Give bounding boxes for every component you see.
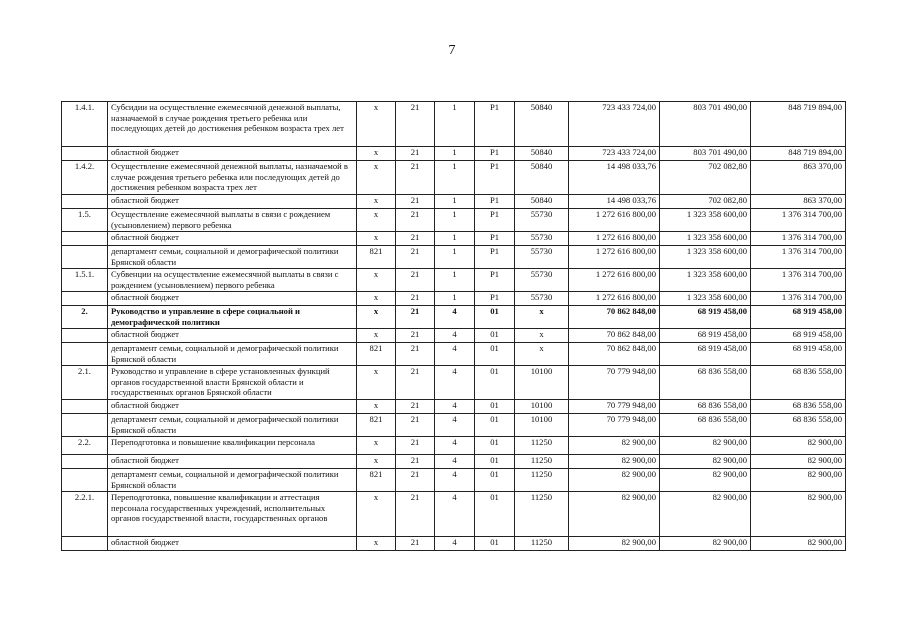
cell-code-1: х bbox=[357, 195, 396, 209]
cell-code-2: 21 bbox=[396, 269, 435, 292]
cell-code-4: P1 bbox=[475, 232, 515, 246]
cell-number: 2. bbox=[62, 306, 108, 329]
cell-amount-3: 68 919 458,00 bbox=[751, 306, 846, 329]
cell-code-2: 21 bbox=[396, 232, 435, 246]
cell-amount-3: 68 919 458,00 bbox=[751, 329, 846, 343]
cell-amount-3: 1 376 314 700,00 bbox=[751, 269, 846, 292]
cell-amount-3: 68 836 558,00 bbox=[751, 414, 846, 437]
cell-code-3: 4 bbox=[435, 437, 475, 455]
cell-name: областной бюджет bbox=[108, 147, 357, 161]
cell-code-3: 4 bbox=[435, 455, 475, 469]
cell-code-3: 4 bbox=[435, 366, 475, 400]
cell-number bbox=[62, 469, 108, 492]
cell-code-5: 50840 bbox=[515, 102, 569, 147]
cell-amount-1: 82 900,00 bbox=[569, 437, 660, 455]
cell-code-2: 21 bbox=[396, 537, 435, 551]
cell-code-4: P1 bbox=[475, 195, 515, 209]
cell-amount-1: 82 900,00 bbox=[569, 537, 660, 551]
cell-amount-1: 1 272 616 800,00 bbox=[569, 209, 660, 232]
cell-code-4: P1 bbox=[475, 292, 515, 306]
cell-amount-1: 70 862 848,00 bbox=[569, 329, 660, 343]
cell-code-1: х bbox=[357, 292, 396, 306]
cell-code-1: 821 bbox=[357, 414, 396, 437]
cell-code-5: 55730 bbox=[515, 246, 569, 269]
cell-amount-2: 702 082,80 bbox=[660, 195, 751, 209]
cell-amount-3: 68 919 458,00 bbox=[751, 343, 846, 366]
cell-code-4: 01 bbox=[475, 400, 515, 414]
cell-amount-3: 863 370,00 bbox=[751, 195, 846, 209]
cell-amount-2: 68 836 558,00 bbox=[660, 400, 751, 414]
cell-code-5: 55730 bbox=[515, 232, 569, 246]
cell-code-5: 10100 bbox=[515, 366, 569, 400]
cell-code-3: 1 bbox=[435, 209, 475, 232]
budget-table bbox=[61, 101, 846, 551]
cell-code-2: 21 bbox=[396, 400, 435, 414]
cell-amount-3: 68 836 558,00 bbox=[751, 366, 846, 400]
cell-number: 1.5. bbox=[62, 209, 108, 232]
table-row bbox=[62, 343, 846, 366]
cell-amount-2: 68 836 558,00 bbox=[660, 366, 751, 400]
cell-name: департамент семьи, социальной и демографической политики Брянской области bbox=[108, 414, 357, 437]
cell-amount-2: 1 323 358 600,00 bbox=[660, 292, 751, 306]
cell-amount-1: 82 900,00 bbox=[569, 492, 660, 537]
cell-amount-2: 82 900,00 bbox=[660, 437, 751, 455]
cell-amount-1: 70 779 948,00 bbox=[569, 366, 660, 400]
cell-number bbox=[62, 292, 108, 306]
cell-name: Руководство и управление в сфере установленных функций органов государственной власти Брянской области и государственных органов Брянской области bbox=[108, 366, 357, 400]
cell-number: 2.2.1. bbox=[62, 492, 108, 537]
cell-code-2: 21 bbox=[396, 343, 435, 366]
cell-code-4: P1 bbox=[475, 102, 515, 147]
table-row bbox=[62, 232, 846, 246]
cell-code-3: 1 bbox=[435, 161, 475, 195]
cell-code-3: 1 bbox=[435, 246, 475, 269]
cell-name: Осуществление ежемесячной выплаты в связи с рождением (усыновлением) первого ребенка bbox=[108, 209, 357, 232]
table-row bbox=[62, 306, 846, 329]
cell-code-2: 21 bbox=[396, 161, 435, 195]
cell-name: Осуществление ежемесячной денежной выплаты, назначаемой в случае рождения третьего ребенка или последующих детей до достижения ребенком возраста трех лет bbox=[108, 161, 357, 195]
cell-number bbox=[62, 455, 108, 469]
cell-amount-1: 82 900,00 bbox=[569, 469, 660, 492]
cell-amount-3: 82 900,00 bbox=[751, 469, 846, 492]
cell-code-1: х bbox=[357, 492, 396, 537]
cell-code-1: х bbox=[357, 455, 396, 469]
cell-amount-1: 70 862 848,00 bbox=[569, 306, 660, 329]
cell-amount-2: 68 919 458,00 bbox=[660, 329, 751, 343]
budget-table-body bbox=[62, 102, 846, 551]
cell-code-3: 1 bbox=[435, 195, 475, 209]
cell-code-5: 11250 bbox=[515, 455, 569, 469]
cell-number bbox=[62, 343, 108, 366]
cell-amount-3: 1 376 314 700,00 bbox=[751, 246, 846, 269]
cell-amount-2: 803 701 490,00 bbox=[660, 147, 751, 161]
cell-name: областной бюджет bbox=[108, 400, 357, 414]
cell-number bbox=[62, 246, 108, 269]
cell-amount-3: 82 900,00 bbox=[751, 492, 846, 537]
cell-code-5: 55730 bbox=[515, 292, 569, 306]
cell-code-1: х bbox=[357, 269, 396, 292]
cell-amount-2: 1 323 358 600,00 bbox=[660, 246, 751, 269]
cell-code-5: 10100 bbox=[515, 400, 569, 414]
cell-code-3: 1 bbox=[435, 292, 475, 306]
cell-code-2: 21 bbox=[396, 209, 435, 232]
table-row bbox=[62, 147, 846, 161]
cell-code-4: 01 bbox=[475, 437, 515, 455]
page-number: 7 bbox=[448, 43, 456, 58]
cell-amount-3: 848 719 894,00 bbox=[751, 147, 846, 161]
cell-amount-1: 1 272 616 800,00 bbox=[569, 232, 660, 246]
table-row bbox=[62, 437, 846, 455]
cell-code-1: 821 bbox=[357, 246, 396, 269]
cell-code-4: P1 bbox=[475, 246, 515, 269]
cell-code-2: 21 bbox=[396, 195, 435, 209]
cell-number: 2.2. bbox=[62, 437, 108, 455]
cell-code-1: х bbox=[357, 147, 396, 161]
cell-name: Руководство и управление в сфере социальной и демографической политики bbox=[108, 306, 357, 329]
cell-code-2: 21 bbox=[396, 366, 435, 400]
cell-code-4: 01 bbox=[475, 537, 515, 551]
cell-code-5: 11250 bbox=[515, 537, 569, 551]
table-row bbox=[62, 469, 846, 492]
cell-code-1: х bbox=[357, 366, 396, 400]
table-row bbox=[62, 292, 846, 306]
cell-name: департамент семьи, социальной и демографической политики Брянской области bbox=[108, 343, 357, 366]
cell-amount-3: 863 370,00 bbox=[751, 161, 846, 195]
cell-amount-3: 1 376 314 700,00 bbox=[751, 232, 846, 246]
cell-amount-2: 68 836 558,00 bbox=[660, 414, 751, 437]
cell-code-4: 01 bbox=[475, 343, 515, 366]
cell-code-3: 4 bbox=[435, 343, 475, 366]
cell-name: областной бюджет bbox=[108, 232, 357, 246]
cell-code-4: 01 bbox=[475, 469, 515, 492]
cell-code-1: 821 bbox=[357, 343, 396, 366]
cell-code-2: 21 bbox=[396, 492, 435, 537]
cell-code-5: 50840 bbox=[515, 195, 569, 209]
cell-name: областной бюджет bbox=[108, 537, 357, 551]
cell-amount-1: 70 862 848,00 bbox=[569, 343, 660, 366]
cell-code-2: 21 bbox=[396, 306, 435, 329]
cell-code-1: 821 bbox=[357, 469, 396, 492]
cell-name: Переподготовка, повышение квалификации и аттестация персонала государственных учреждений, исполнительных органов государственной власти, государственных органов bbox=[108, 492, 357, 537]
cell-code-3: 1 bbox=[435, 147, 475, 161]
cell-code-1: х bbox=[357, 161, 396, 195]
cell-code-2: 21 bbox=[396, 246, 435, 269]
cell-code-2: 21 bbox=[396, 292, 435, 306]
cell-amount-3: 1 376 314 700,00 bbox=[751, 209, 846, 232]
cell-code-5: 55730 bbox=[515, 269, 569, 292]
cell-amount-2: 68 919 458,00 bbox=[660, 306, 751, 329]
cell-name: областной бюджет bbox=[108, 292, 357, 306]
cell-code-5: х bbox=[515, 343, 569, 366]
cell-code-3: 4 bbox=[435, 469, 475, 492]
cell-code-5: 11250 bbox=[515, 469, 569, 492]
table-row bbox=[62, 246, 846, 269]
table-row bbox=[62, 209, 846, 232]
cell-code-3: 4 bbox=[435, 414, 475, 437]
table-row bbox=[62, 102, 846, 147]
cell-code-2: 21 bbox=[396, 102, 435, 147]
cell-amount-1: 14 498 033,76 bbox=[569, 195, 660, 209]
cell-number: 1.5.1. bbox=[62, 269, 108, 292]
cell-name: департамент семьи, социальной и демографической политики Брянской области bbox=[108, 246, 357, 269]
cell-code-1: х bbox=[357, 329, 396, 343]
cell-code-5: 11250 bbox=[515, 492, 569, 537]
cell-number bbox=[62, 195, 108, 209]
cell-amount-2: 82 900,00 bbox=[660, 469, 751, 492]
cell-code-5: х bbox=[515, 329, 569, 343]
table-row bbox=[62, 537, 846, 551]
cell-code-4: 01 bbox=[475, 306, 515, 329]
cell-number: 1.4.1. bbox=[62, 102, 108, 147]
cell-code-4: 01 bbox=[475, 492, 515, 537]
table-row bbox=[62, 269, 846, 292]
cell-code-2: 21 bbox=[396, 329, 435, 343]
cell-code-3: 4 bbox=[435, 400, 475, 414]
cell-code-3: 4 bbox=[435, 329, 475, 343]
cell-amount-3: 82 900,00 bbox=[751, 437, 846, 455]
cell-code-1: х bbox=[357, 537, 396, 551]
table-row bbox=[62, 366, 846, 400]
cell-name: департамент семьи, социальной и демографической политики Брянской области bbox=[108, 469, 357, 492]
cell-code-1: х bbox=[357, 102, 396, 147]
cell-amount-1: 1 272 616 800,00 bbox=[569, 292, 660, 306]
table-row bbox=[62, 161, 846, 195]
cell-number bbox=[62, 329, 108, 343]
cell-amount-1: 1 272 616 800,00 bbox=[569, 269, 660, 292]
cell-code-3: 4 bbox=[435, 492, 475, 537]
table-row bbox=[62, 329, 846, 343]
table-row bbox=[62, 400, 846, 414]
cell-code-5: 11250 bbox=[515, 437, 569, 455]
cell-number: 2.1. bbox=[62, 366, 108, 400]
cell-amount-2: 1 323 358 600,00 bbox=[660, 232, 751, 246]
cell-code-3: 1 bbox=[435, 269, 475, 292]
table-row bbox=[62, 455, 846, 469]
cell-code-4: 01 bbox=[475, 455, 515, 469]
cell-code-4: 01 bbox=[475, 329, 515, 343]
cell-code-3: 1 bbox=[435, 232, 475, 246]
cell-code-4: 01 bbox=[475, 366, 515, 400]
cell-code-1: х bbox=[357, 437, 396, 455]
table-row bbox=[62, 492, 846, 537]
cell-amount-1: 14 498 033,76 bbox=[569, 161, 660, 195]
cell-code-3: 1 bbox=[435, 102, 475, 147]
cell-amount-3: 82 900,00 bbox=[751, 537, 846, 551]
cell-amount-2: 1 323 358 600,00 bbox=[660, 269, 751, 292]
cell-amount-1: 82 900,00 bbox=[569, 455, 660, 469]
cell-name: областной бюджет bbox=[108, 455, 357, 469]
cell-number bbox=[62, 537, 108, 551]
cell-number bbox=[62, 400, 108, 414]
cell-name: Переподготовка и повышение квалификации персонала bbox=[108, 437, 357, 455]
cell-code-3: 4 bbox=[435, 537, 475, 551]
cell-amount-2: 68 919 458,00 bbox=[660, 343, 751, 366]
cell-code-4: 01 bbox=[475, 414, 515, 437]
cell-amount-3: 68 836 558,00 bbox=[751, 400, 846, 414]
cell-amount-1: 70 779 948,00 bbox=[569, 400, 660, 414]
cell-number bbox=[62, 232, 108, 246]
cell-code-1: х bbox=[357, 400, 396, 414]
cell-code-1: х bbox=[357, 232, 396, 246]
cell-code-1: х bbox=[357, 306, 396, 329]
cell-amount-2: 702 082,80 bbox=[660, 161, 751, 195]
cell-code-1: х bbox=[357, 209, 396, 232]
cell-amount-1: 723 433 724,00 bbox=[569, 147, 660, 161]
table-row bbox=[62, 195, 846, 209]
cell-code-2: 21 bbox=[396, 455, 435, 469]
cell-amount-1: 1 272 616 800,00 bbox=[569, 246, 660, 269]
cell-code-2: 21 bbox=[396, 147, 435, 161]
cell-name: областной бюджет bbox=[108, 329, 357, 343]
cell-code-5: х bbox=[515, 306, 569, 329]
cell-code-4: P1 bbox=[475, 147, 515, 161]
cell-code-4: P1 bbox=[475, 161, 515, 195]
cell-amount-3: 1 376 314 700,00 bbox=[751, 292, 846, 306]
cell-number bbox=[62, 147, 108, 161]
cell-amount-2: 1 323 358 600,00 bbox=[660, 209, 751, 232]
cell-amount-2: 82 900,00 bbox=[660, 455, 751, 469]
cell-amount-1: 723 433 724,00 bbox=[569, 102, 660, 147]
cell-code-5: 55730 bbox=[515, 209, 569, 232]
cell-amount-2: 803 701 490,00 bbox=[660, 102, 751, 147]
cell-code-4: P1 bbox=[475, 269, 515, 292]
cell-code-5: 50840 bbox=[515, 147, 569, 161]
cell-amount-3: 848 719 894,00 bbox=[751, 102, 846, 147]
cell-name: Субвенции на осуществление ежемесячной выплаты в связи с рождением (усыновлением) первого ребенка bbox=[108, 269, 357, 292]
cell-number: 1.4.2. bbox=[62, 161, 108, 195]
cell-amount-1: 70 779 948,00 bbox=[569, 414, 660, 437]
cell-code-2: 21 bbox=[396, 414, 435, 437]
cell-code-4: P1 bbox=[475, 209, 515, 232]
cell-name: областной бюджет bbox=[108, 195, 357, 209]
table-row bbox=[62, 414, 846, 437]
cell-number bbox=[62, 414, 108, 437]
cell-code-5: 10100 bbox=[515, 414, 569, 437]
cell-code-2: 21 bbox=[396, 437, 435, 455]
cell-code-2: 21 bbox=[396, 469, 435, 492]
cell-code-5: 50840 bbox=[515, 161, 569, 195]
cell-amount-2: 82 900,00 bbox=[660, 492, 751, 537]
cell-amount-2: 82 900,00 bbox=[660, 537, 751, 551]
cell-code-3: 4 bbox=[435, 306, 475, 329]
cell-amount-3: 82 900,00 bbox=[751, 455, 846, 469]
cell-name: Субсидии на осуществление ежемесячной денежной выплаты, назначаемой в случае рождения третьего ребенка или последующих детей до достижения ребенком возраста трех лет bbox=[108, 102, 357, 147]
